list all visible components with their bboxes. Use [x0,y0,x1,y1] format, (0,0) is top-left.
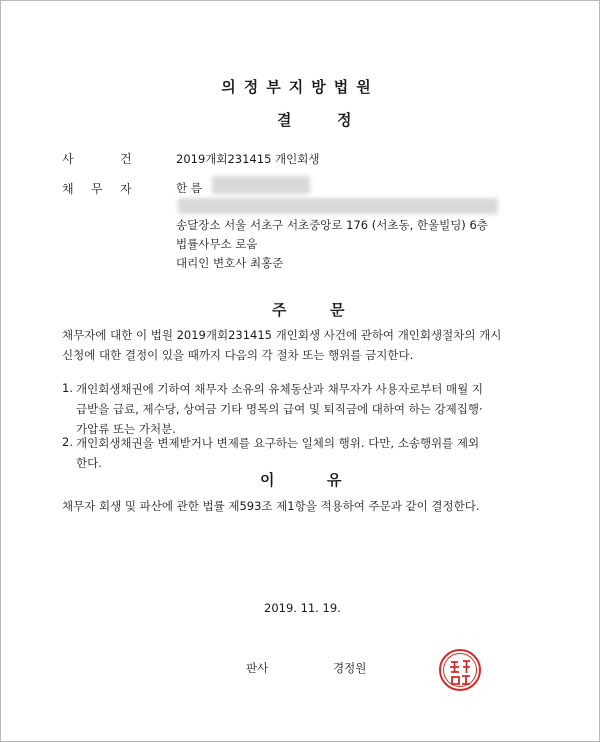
redacted-name [212,176,310,194]
item-1-number: 1. [62,381,73,395]
reason-heading-char-1: 이 [260,471,275,489]
redacted-address [178,198,498,214]
court-seal-icon [438,648,482,692]
court-name: 의정부지방법원 [221,78,379,96]
reason-heading-char-2: 유 [327,471,342,489]
document-title-char-1: 결 [277,111,292,129]
order-intro-line-2: 신청에 대한 결정이 있을 때까지 다음의 각 절차 또는 행위를 금지한다. [62,348,414,362]
order-intro-line-1: 채무자에 대한 이 법원 2019개회231415 개인회생 사건에 관하여 개인회생절차의 개시 [62,328,502,342]
item-2-number: 2. [62,435,73,449]
debtor-label-3: 자 [120,182,132,196]
item-2-line-1: 개인회생채권을 변제받거나 변제를 요구하는 일체의 행위. 다만, 소송행위를 제외 [76,436,480,450]
order-heading-char-2: 문 [330,301,345,319]
decision-date: 2019. 11. 19. [264,601,341,615]
agent-attorney: 대리인 변호사 최홍준 [176,256,284,270]
service-place: 송달장소 서울 서초구 서초중앙로 176 (서초동, 한울빌딩) 6층 [176,218,488,232]
judge-name: 경정원 [333,661,367,675]
debtor-name: 한 름 [176,181,202,195]
law-office: 법률사무소 로움 [176,237,258,251]
document-title-char-2: 정 [337,111,352,129]
item-1-line-3: 가압류 또는 가처분. [76,422,176,436]
debtor-label-1: 채 [62,182,74,196]
case-label-1: 사 [62,152,74,166]
case-label-2: 건 [120,152,132,166]
debtor-label-2: 무 [91,182,103,196]
item-2-line-2: 한다. [76,456,102,470]
judge-title: 판사 [246,661,269,675]
item-1-line-1: 개인회생채권에 기하여 채무자 소유의 유체동산과 채무자가 사용자로부터 매월 지 [76,382,483,396]
item-1-line-2: 급받을 급료, 제수당, 상여금 기타 명목의 급여 및 퇴직금에 대하여 하는 강제집행· [76,402,483,416]
case-number: 2019개회231415 개인회생 [176,152,320,166]
reason-text: 채무자 회생 및 파산에 관한 법률 제593조 제1항을 적용하여 주문과 같이 결정한다. [62,499,480,513]
order-heading-char-1: 주 [272,301,287,319]
